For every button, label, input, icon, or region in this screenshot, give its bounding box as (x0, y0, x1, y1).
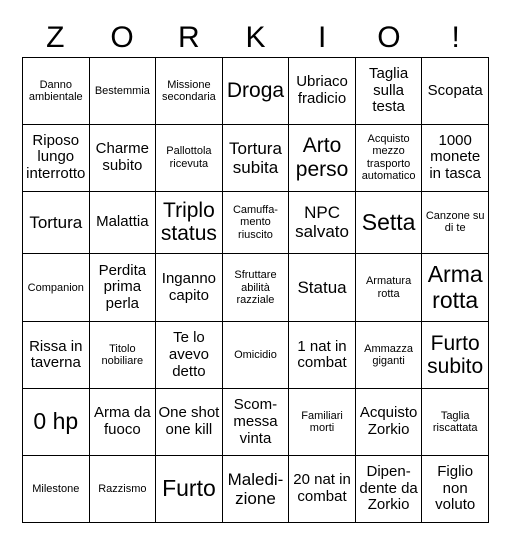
bingo-cell[interactable]: Rissa in taverna (23, 322, 90, 389)
bingo-cell[interactable]: Titolo nobiliare (89, 322, 156, 389)
bingo-cell[interactable]: Te lo avevo detto (156, 322, 223, 389)
bingo-cell[interactable]: Furto (156, 456, 223, 523)
bingo-cell[interactable]: 0 hp (23, 389, 90, 456)
bingo-cell[interactable]: Tortura subita (222, 124, 289, 191)
bingo-cell[interactable]: Dipen-dente da Zorkio (355, 456, 422, 523)
bingo-cell[interactable]: Riposo lungo interrotto (23, 124, 90, 191)
bingo-cell[interactable]: Milestone (23, 456, 90, 523)
bingo-cell[interactable]: Charme subito (89, 124, 156, 191)
bingo-cell[interactable]: Acquisto mezzo trasporto automatico (355, 124, 422, 191)
bingo-cell[interactable]: Setta (355, 191, 422, 253)
bingo-cell[interactable]: Razzismo (89, 456, 156, 523)
title-letter: K (245, 21, 266, 54)
bingo-cell[interactable]: Furto subito (422, 322, 489, 389)
board-row (23, 58, 489, 125)
bingo-cell[interactable]: Scopata (422, 58, 489, 125)
bingo-cell[interactable]: Sfruttare abilità razziale (222, 254, 289, 322)
bingo-cell[interactable]: Pallottola ricevuta (156, 124, 223, 191)
bingo-cell[interactable]: Canzone su di te (422, 191, 489, 253)
bingo-cell[interactable]: Perdita prima perla (89, 254, 156, 322)
title-letter: Z (46, 21, 65, 54)
board-row (23, 389, 489, 456)
bingo-cell[interactable]: Tortura (23, 191, 90, 253)
bingo-cell[interactable]: Arma rotta (422, 254, 489, 322)
bingo-cell[interactable]: Maledi-zione (222, 456, 289, 523)
title-letter: R (177, 21, 200, 54)
bingo-cell[interactable]: Arma da fuoco (89, 389, 156, 456)
bingo-cell[interactable]: Ubriaco fradicio (289, 58, 356, 125)
board-row (23, 124, 489, 191)
bingo-cell[interactable]: Missione secondaria (156, 58, 223, 125)
bingo-cell[interactable]: Bestemmia (89, 58, 156, 125)
bingo-cell[interactable]: 20 nat in combat (289, 456, 356, 523)
bingo-cell[interactable]: 1000 monete in tasca (422, 124, 489, 191)
bingo-cell[interactable]: Droga (222, 58, 289, 125)
bingo-cell[interactable]: Omicidio (222, 322, 289, 389)
title-letter: I (318, 21, 327, 54)
bingo-cell[interactable]: Ammazza giganti (355, 322, 422, 389)
bingo-board (22, 57, 489, 523)
bingo-cell[interactable]: Taglia sulla testa (355, 58, 422, 125)
title-letter: O (377, 21, 401, 54)
bingo-cell[interactable]: Camuffa-mento riuscito (222, 191, 289, 253)
bingo-cell[interactable]: Familiari morti (289, 389, 356, 456)
bingo-cell[interactable]: Arto perso (289, 124, 356, 191)
title-letter: O (110, 21, 134, 54)
bingo-cell[interactable]: Acquisto Zorkio (355, 389, 422, 456)
bingo-cell[interactable]: Figlio non voluto (422, 456, 489, 523)
bingo-cell[interactable]: Taglia riscattata (422, 389, 489, 456)
bingo-cell[interactable]: Scom-messa vinta (222, 389, 289, 456)
bingo-cell[interactable]: Triplo status (156, 191, 223, 253)
bingo-cell[interactable]: One shot one kill (156, 389, 223, 456)
bingo-title (22, 18, 489, 58)
bingo-cell[interactable]: Inganno capito (156, 254, 223, 322)
title-letter: ! (451, 21, 460, 54)
bingo-cell[interactable]: NPC salvato (289, 191, 356, 253)
board-row (23, 456, 489, 523)
bingo-cell[interactable]: 1 nat in combat (289, 322, 356, 389)
board-row (23, 191, 489, 253)
bingo-cell[interactable]: Armatura rotta (355, 254, 422, 322)
bingo-cell[interactable]: Danno ambientale (23, 58, 90, 125)
board-row (23, 254, 489, 322)
bingo-cell[interactable]: Statua (289, 254, 356, 322)
board-row (23, 322, 489, 389)
bingo-cell[interactable]: Companion (23, 254, 90, 322)
bingo-cell[interactable]: Malattia (89, 191, 156, 253)
